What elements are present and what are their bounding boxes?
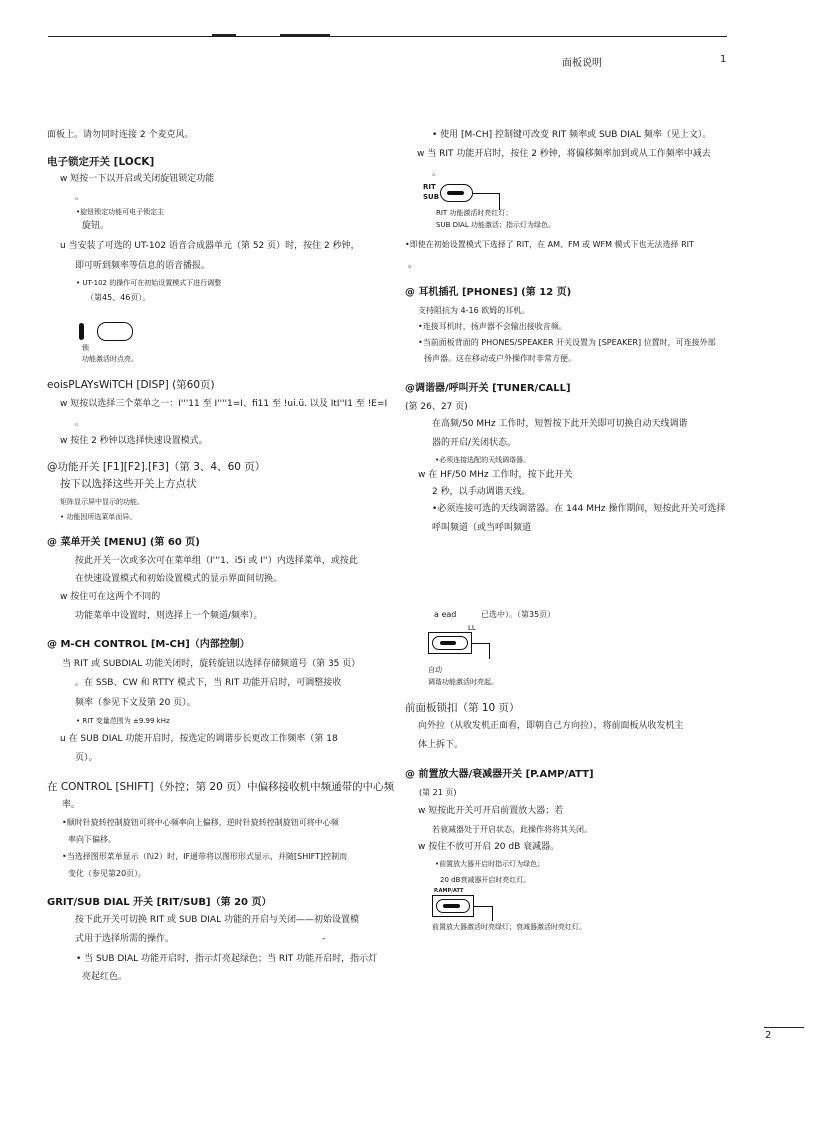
- text-line: w 短按以选择三个菜单之一：I'''11 至 I''''1=I、fi11 至 !ui.ü. 以及 ItI''I1 至 !E=I: [60, 399, 388, 409]
- pamp-att-indicator-icon: [443, 904, 460, 908]
- text-line: 。: [408, 260, 418, 270]
- text-line: • 使用 [M-CH] 控制键可改变 RIT 频率或 SUB DIAL 频率（见上文）。: [432, 130, 712, 140]
- icon-label: 自动: [428, 666, 442, 674]
- text-line: 器的开启/关闭状态。: [432, 438, 517, 448]
- note-line: 扬声器。这在移动或户外操作时非常方便。: [424, 354, 576, 363]
- callout-line: [489, 643, 490, 659]
- icon-caption: RIT 功能激活时亮红灯；: [436, 209, 513, 217]
- text-line: 频率（参见下文及第 20 页）。: [75, 698, 196, 708]
- rit-label: RIT: [423, 183, 436, 191]
- text-line: 当 RIT 或 SUBDIAL 功能关闭时，旋转旋钮以选择存储频道号（第 35 页）: [62, 659, 361, 669]
- text-line: 式用于选择所需的操作。: [75, 934, 175, 944]
- text-line: 2 秒，以手动调谐天线。: [432, 487, 531, 497]
- section-heading: @ 菜单开关 [MENU] (第 60 页): [47, 537, 200, 548]
- section-heading: GRIT/SUB DIAL 开关 [RIT/SUB]（第 20 页）: [47, 897, 272, 908]
- text-line: 率。: [62, 800, 81, 810]
- text-line: 已选中）。（第35页）: [481, 610, 556, 619]
- rit-sub-indicator-icon: [447, 191, 464, 195]
- footer-page-number: 2: [765, 1030, 772, 1041]
- text-line: w 按住可在这两个不同的: [60, 592, 161, 602]
- text-line: • 当 SUB DIAL 功能开启时，指示灯亮起绿色；当 RIT 功能开启时，指示灯: [76, 954, 378, 964]
- note-line: 20 dB衰减器开启时亮红灯。: [440, 876, 531, 884]
- text-line: -: [322, 934, 326, 944]
- text-line: 呼叫频道（或当呼叫频道: [432, 523, 532, 533]
- icon-caption: 功能激活时点亮。: [82, 355, 138, 363]
- text-line: 。: [75, 192, 85, 202]
- header-section-title: 面板说明: [562, 58, 602, 69]
- note-line: •即使在初始设置模式下选择了 RIT，在 AM、FM 或 WFM 模式下也无法选择 RIT: [405, 240, 694, 249]
- icon-label: P.AMP/ATT: [434, 888, 464, 894]
- text-line: 。在 SSB、CW 和 RTTY 模式下，当 RIT 功能开启时，可调整接收: [75, 678, 342, 688]
- note-line: 变化（参见第20页）。: [68, 869, 147, 878]
- note-line: •前置放大器开启时指示灯为绿色；: [435, 860, 545, 868]
- section-heading: 前面板锁扣（第 10 页）: [405, 702, 520, 714]
- text-line: 按下以选择这些开关上方点状: [60, 478, 197, 490]
- tuner-indicator-icon: [440, 641, 456, 645]
- text-line: u 在 SUB DIAL 功能开启时，按选定的调谐步长更改工作频率（第 18: [60, 734, 338, 744]
- icon-caption: SUB DIAL 功能激活；指示灯为绿色。: [436, 221, 555, 229]
- text-line: 体上拆下。: [418, 740, 464, 750]
- text-line: w 短按一下以开启或关闭旋钮锁定功能: [60, 174, 215, 184]
- text-line: u 当安装了可选的 UT-102 语音合成器单元（第 52 页）时，按住 2 秒钟，: [60, 241, 360, 251]
- header-page-number: 1: [720, 54, 727, 65]
- lock-indicator-icon: [79, 323, 84, 340]
- icon-caption: 前置放大器激活时亮绿灯；衰减器激活时亮红灯。: [432, 923, 586, 931]
- text-line: 面板上。请勿同时连接 2 个麦克风。: [47, 130, 194, 140]
- text-line: 在快速设置模式和初始设置模式的显示界面间切换。: [75, 574, 283, 584]
- note-line: • UT-102 的操作可在初始设置模式下进行调整: [76, 279, 222, 287]
- section-heading: 在 CONTROL [SHIFT]（外控；第 20 页）中偏移接收机中频通带的中心频: [47, 781, 395, 793]
- text-line: 。: [432, 168, 442, 178]
- section-heading: @调谐器/呼叫开关 [TUNER/CALL]: [405, 383, 571, 394]
- section-heading: @ M-CH CONTROL [M-CH]（内部控制）: [47, 639, 250, 650]
- text-line: 向外拉（从收发机正面看，即朝自己方向拉），将前面板从收发机主: [418, 721, 684, 731]
- section-heading: 电子锁定开关 [LOCK]: [47, 156, 155, 168]
- text-line: 即可听到频率等信息的语音播报。: [75, 261, 211, 271]
- text-line: 支持阻抗为 4-16 欧姆的耳机。: [418, 306, 530, 315]
- text-line: 在高频/50 MHz 工作时，短暂按下此开关即可切换自动天线调谐: [432, 419, 688, 429]
- header-tab-mark: [280, 34, 330, 36]
- header-rule: [48, 36, 727, 37]
- text-line: w 按住 2 秒钟以选择快速设置模式。: [60, 436, 208, 446]
- note-line: •当前面板背面的 PHONES/SPEAKER 开关设置为 [SPEAKER] 位置时，可连接外部: [418, 338, 716, 347]
- section-heading: @ 耳机插孔 [PHONES] (第 12 页): [405, 287, 572, 298]
- note-line: •顺时针旋转控制旋钮可将中心频率向上偏移，逆时针旋转控制旋钮可将中心频: [62, 818, 339, 827]
- text-line: (第 21 页): [419, 788, 457, 797]
- callout-line: [492, 906, 493, 921]
- section-heading: @ 前置放大器/衰减器开关 [P.AMP/ATT]: [405, 769, 594, 780]
- sub-label: SUB: [423, 193, 440, 201]
- text-line: 按下此开关可切换 RIT 或 SUB DIAL 功能的开启与关闭——初始设置模: [75, 915, 359, 925]
- note-line: 矩阵显示屏中显示的功能。: [60, 498, 144, 506]
- note-line: •连接耳机时，扬声器不会输出接收音频。: [418, 322, 567, 331]
- text-line: 旋钮。: [82, 221, 110, 231]
- text-line: a ead: [434, 610, 457, 619]
- note-line: 率向下偏移。: [68, 835, 116, 844]
- note-line: •必须连接选配的天线调谐器。: [435, 456, 531, 464]
- icon-caption: 调谐功能激活时亮起。: [428, 678, 498, 686]
- text-line: •必须连接可选的天线调谐器。在 144 MHz 操作期间，短按此开关可选择: [432, 504, 726, 514]
- header-tab-mark: [212, 34, 236, 36]
- text-line: 亮起红色。: [82, 972, 128, 982]
- lock-button-icon: [97, 322, 133, 341]
- note-line: （第45、46页）。: [86, 293, 151, 302]
- footer-rule: [764, 1027, 804, 1028]
- note-line: •旋钮锁定功能可电子锁定主: [76, 208, 165, 216]
- icon-label: 锁: [82, 344, 89, 352]
- text-line: w 短按此开关可开启前置放大器；若: [418, 806, 564, 816]
- callout-line: [473, 193, 500, 194]
- text-line: 按此开关一次或多次可在菜单组（I'''1、i5i 或 I''）内选择菜单，或按此: [75, 556, 358, 566]
- text-line: 功能菜单中设置时，则选择上一个频道/频率）。: [75, 611, 263, 621]
- text-line: (第 26、27 页): [405, 402, 468, 412]
- note-line: • RIT 变量范围为 ±9.99 kHz: [76, 717, 170, 725]
- callout-line: [474, 906, 493, 907]
- note-line: •当选择图形菜单显示（I\i2）时，IF通带将以图形形式显示，并随[SHIFT]控制而: [62, 852, 348, 861]
- text-line: w 按住不放可开启 20 dB 衰减器。: [418, 842, 560, 852]
- section-heading: eoisPLAYsWiTCH [DISP] (第60页): [47, 379, 215, 391]
- text-line: 页）。: [75, 753, 98, 763]
- text-line: w 在 HF/50 MHz 工作时，按下此开关: [418, 470, 573, 480]
- text-line: w 当 RIT 功能开启时，按住 2 秒钟，将偏移频率加到或从工作频率中减去: [417, 149, 711, 159]
- callout-line: [472, 643, 490, 644]
- section-heading: @功能开关 [F1][F2].[F3]（第 3、4、60 页）: [47, 461, 266, 473]
- text-line: 若衰减器处于开启状态，此操作将将其关闭。: [432, 825, 592, 834]
- note-line: • 功能因所选菜单而异。: [60, 513, 137, 521]
- text-line: 。: [75, 418, 85, 428]
- icon-label: LL: [468, 624, 476, 632]
